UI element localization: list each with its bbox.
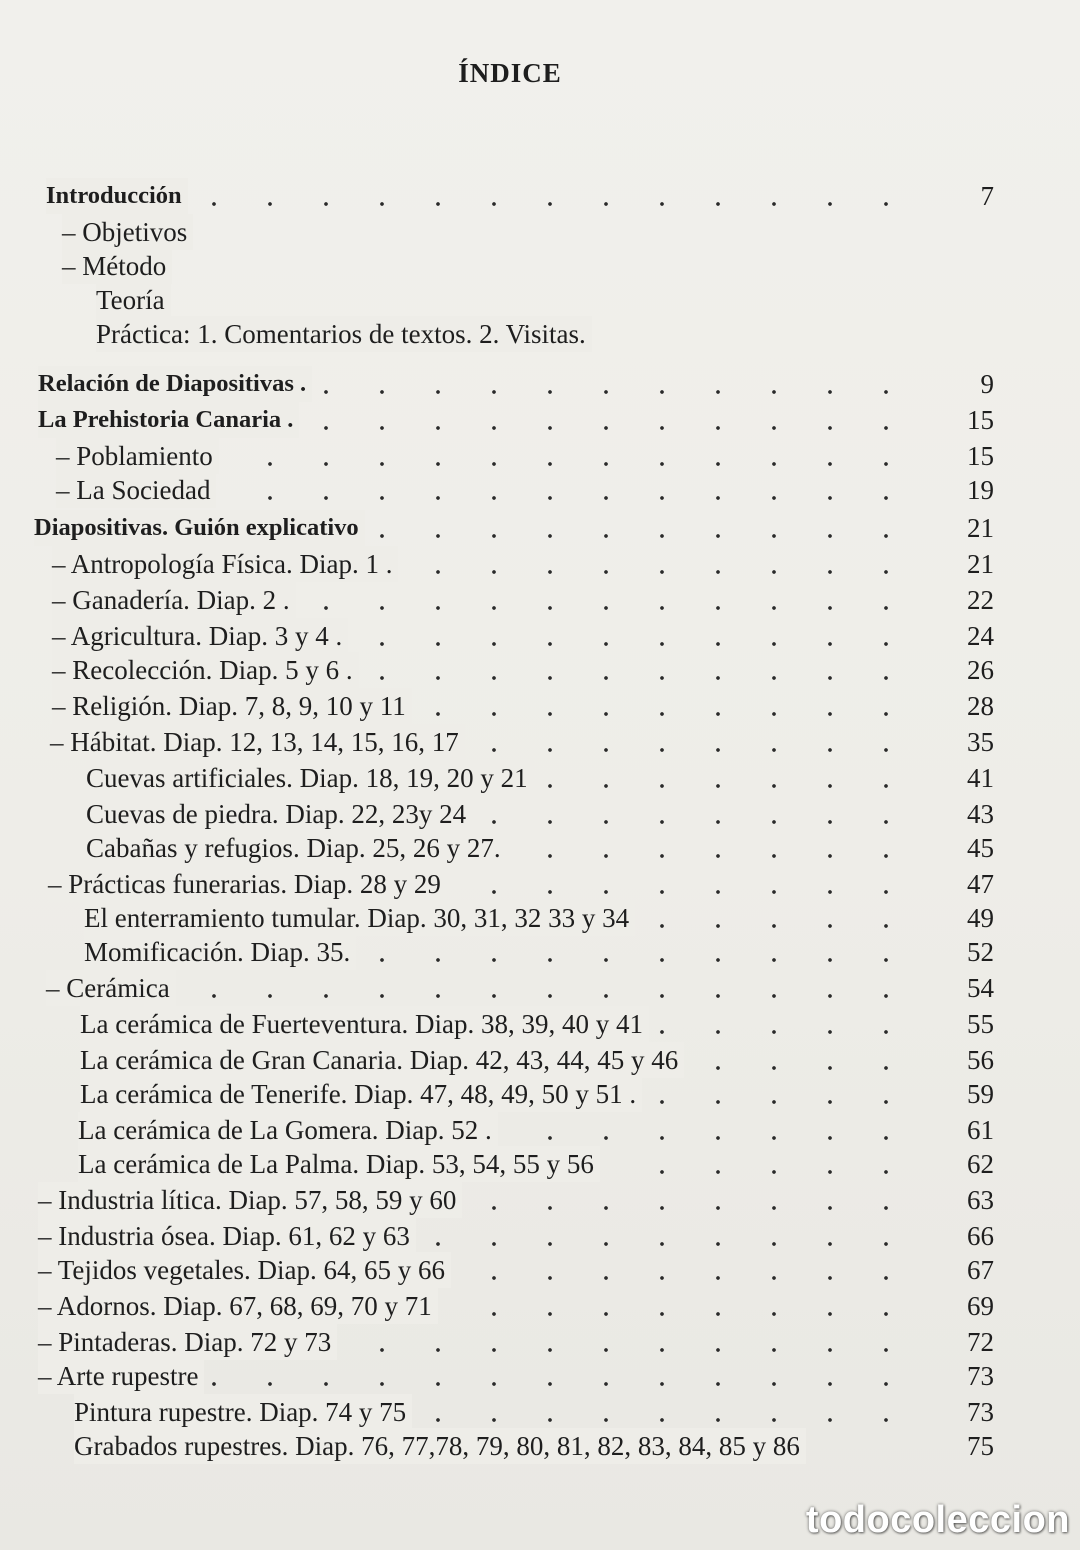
toc-entry-title: – Arte rupestre [38, 1358, 204, 1394]
toc-entry [0, 1324, 1080, 1360]
toc-entry-title: – Recolección. Diap. 5 y 6 . [52, 652, 359, 688]
toc-entry [0, 1146, 1080, 1182]
toc-entry-title: – La Sociedad [56, 472, 216, 508]
dot-leader [367, 676, 914, 680]
toc-page-number: 19 [967, 475, 994, 505]
toc-page-number: 69 [967, 1291, 994, 1321]
toc-entry [0, 472, 1080, 508]
toc-page-number: 72 [967, 1327, 994, 1357]
toc-entry-title: – Método [62, 248, 172, 284]
toc-entry-title: La cerámica de La Gomera. Diap. 52 . [78, 1112, 498, 1148]
toc-entry-title: Grabados rupestres. Diap. 76, 77,78, 79, 80, 81, 82, 83, 84, 85 y 86 [74, 1428, 806, 1464]
dot-leader [304, 606, 914, 610]
toc-entry [0, 1428, 1080, 1464]
toc-page-number: 41 [967, 763, 994, 793]
toc-entry-title: La cerámica de Gran Canaria. Diap. 42, 43, 44, 45 y 46 [80, 1042, 684, 1078]
toc-entry [0, 316, 1080, 352]
toc-page-number: 45 [967, 833, 994, 863]
toc-entry [0, 1218, 1080, 1254]
toc-entry [0, 1076, 1080, 1112]
dot-leader [542, 784, 914, 788]
toc-entry [0, 366, 1080, 402]
toc-entry-title: – Industria ósea. Diap. 61, 62 y 63 [38, 1218, 416, 1254]
toc-entry-title: – Religión. Diap. 7, 8, 9, 10 y 11 [52, 688, 412, 724]
toc-entry [0, 1182, 1080, 1218]
toc-entry-title: – Antropología Física. Diap. 1 . [52, 546, 398, 582]
toc-entry [0, 900, 1080, 936]
toc-page-number: 67 [967, 1255, 994, 1285]
toc-entry-title: – Industria lítica. Diap. 57, 58, 59 y 60 [38, 1182, 462, 1218]
toc-entry-title: – Agricultura. Diap. 3 y 4 . [52, 618, 348, 654]
toc-entry-title: Momificación. Diap. 35. [84, 934, 356, 970]
toc-entry-title: – Poblamiento [56, 438, 219, 474]
toc-entry-title: – Prácticas funerarias. Diap. 28 y 29 [48, 866, 447, 902]
dot-leader [227, 462, 914, 466]
dot-leader [692, 1066, 914, 1070]
toc-entry-title: El enterramiento tumular. Diap. 30, 31, 32 33 y 34 [84, 900, 635, 936]
toc-entry-title: – Ganadería. Diap. 2 . [52, 582, 296, 618]
toc-page-number: 62 [967, 1149, 994, 1179]
toc-entry [0, 510, 1080, 546]
dot-leader [320, 390, 914, 394]
toc-entry [0, 830, 1080, 866]
dot-leader [356, 642, 914, 646]
dot-leader [420, 1418, 914, 1422]
toc-entry [0, 760, 1080, 796]
toc-entry-title: Práctica: 1. Comentarios de textos. 2. Visitas. [96, 316, 592, 352]
toc-entry [0, 1006, 1080, 1042]
dot-leader [470, 1206, 914, 1210]
toc-entry [0, 402, 1080, 438]
toc-entry [0, 1252, 1080, 1288]
toc-page-number: 21 [967, 513, 994, 543]
toc-entry [0, 1394, 1080, 1430]
dot-leader [459, 1276, 914, 1280]
toc-page-number: 22 [967, 585, 994, 615]
toc-entry [0, 1288, 1080, 1324]
toc-entry [0, 178, 1080, 214]
toc-entry-title: Pintura rupestre. Diap. 74 y 75 [74, 1394, 412, 1430]
dot-leader [406, 570, 914, 574]
dot-leader [196, 202, 914, 206]
dot-leader [650, 1100, 914, 1104]
dot-leader [643, 924, 914, 928]
toc-page-number: 66 [967, 1221, 994, 1251]
toc-page-number: 24 [967, 621, 994, 651]
dot-leader [345, 1348, 914, 1352]
toc-entry-title: La cerámica de Tenerife. Diap. 47, 48, 49, 50 y 51 . [80, 1076, 642, 1112]
toc-page-number: 63 [967, 1185, 994, 1215]
toc-entry [0, 652, 1080, 688]
toc-entry-title: – Cerámica [46, 970, 176, 1006]
page-title: ÍNDICE [458, 58, 562, 88]
toc-entry-title: La cerámica de La Palma. Diap. 53, 54, 55 y 56 [78, 1146, 600, 1182]
dot-leader [307, 426, 914, 430]
toc-entry [0, 282, 1080, 318]
dot-leader [364, 958, 914, 962]
toc-entry-title: – Hábitat. Diap. 12, 13, 14, 15, 16, 17 [50, 724, 465, 760]
toc-page-number: 52 [967, 937, 994, 967]
dot-leader [212, 1382, 914, 1386]
toc-page-number: 15 [967, 405, 994, 435]
dot-leader [506, 1136, 914, 1140]
toc-section-title: Diapositivas. Guión explicativo [34, 510, 365, 546]
dot-leader [473, 748, 914, 752]
toc-page-number: 75 [967, 1431, 994, 1461]
toc-page-number: 61 [967, 1115, 994, 1145]
toc-page-number: 54 [967, 973, 994, 1003]
toc-section-title: Introducción [46, 178, 188, 214]
dot-leader [455, 890, 914, 894]
toc-entry-title: Cuevas de piedra. Diap. 22, 23y 24 [86, 796, 472, 832]
toc-page-number: 49 [967, 903, 994, 933]
toc-page-number: 55 [967, 1009, 994, 1039]
toc-entry [0, 1042, 1080, 1078]
dot-leader [446, 1312, 914, 1316]
toc-entry [0, 688, 1080, 724]
toc-entry [0, 970, 1080, 1006]
toc-page-number: 73 [967, 1361, 994, 1391]
dot-leader [184, 994, 914, 998]
toc-page-number: 73 [967, 1397, 994, 1427]
toc-entry [0, 618, 1080, 654]
dot-leader [373, 534, 914, 538]
toc-page-number: 56 [967, 1045, 994, 1075]
toc-page-number: 43 [967, 799, 994, 829]
dot-leader [424, 1242, 914, 1246]
toc-section-title: Relación de Diapositivas . [38, 366, 312, 402]
toc-page-number: 21 [967, 549, 994, 579]
toc-page-number: 26 [967, 655, 994, 685]
dot-leader [657, 1030, 914, 1034]
dot-leader [420, 712, 914, 716]
toc-entry [0, 866, 1080, 902]
dot-leader [515, 854, 914, 858]
toc-page-number: 47 [967, 869, 994, 899]
toc-entry-title: – Objetivos [62, 214, 193, 250]
toc-section-title: La Prehistoria Canaria . [38, 402, 299, 438]
toc-entry-title: La cerámica de Fuerteventura. Diap. 38, 39, 40 y 41 [80, 1006, 649, 1042]
toc-entry [0, 582, 1080, 618]
dot-leader [608, 1170, 914, 1174]
toc-entry [0, 934, 1080, 970]
toc-page-number: 7 [980, 181, 994, 211]
toc-entry [0, 724, 1080, 760]
toc-page-number: 15 [967, 441, 994, 471]
toc-entry [0, 214, 1080, 250]
toc-entry [0, 1112, 1080, 1148]
dot-leader [480, 820, 914, 824]
toc-page-number: 35 [967, 727, 994, 757]
toc-entry [0, 438, 1080, 474]
toc-entry-title: – Pintaderas. Diap. 72 y 73 [38, 1324, 337, 1360]
toc-entry [0, 248, 1080, 284]
toc-entry-title: Teoría [96, 282, 171, 318]
toc-entry-title: – Tejidos vegetales. Diap. 64, 65 y 66 [38, 1252, 451, 1288]
toc-page-number: 28 [967, 691, 994, 721]
toc-entry [0, 796, 1080, 832]
toc-entry [0, 1358, 1080, 1394]
toc-entry [0, 546, 1080, 582]
toc-page-number: 9 [980, 369, 994, 399]
toc-entry-title: – Adornos. Diap. 67, 68, 69, 70 y 71 [38, 1288, 438, 1324]
dot-leader [224, 496, 914, 500]
watermark: todocoleccion [805, 1499, 1070, 1541]
toc-entry-title: Cuevas artificiales. Diap. 18, 19, 20 y 21 [86, 760, 534, 796]
toc-entry-title: Cabañas y refugios. Diap. 25, 26 y 27. [86, 830, 507, 866]
toc-page-number: 59 [967, 1079, 994, 1109]
